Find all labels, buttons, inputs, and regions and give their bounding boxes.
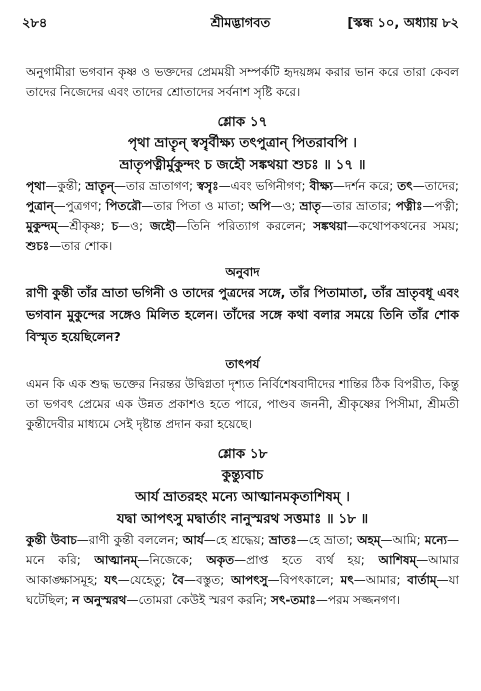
- running-header: [22, 14, 459, 34]
- synonym-word: আশিষম্: [378, 553, 417, 567]
- page-body: [26, 62, 459, 610]
- translation-text: রাণী কুন্তী তাঁর ভ্রাতা ভগিনী ও তাদের পুত্রদের সঙ্গে, তাঁর পিতামাতা, তাঁর ভ্রাতৃবধূ এবং ভগবান মুকুন্দের সঙ্গেও মিলিত হলেন। তাঁদের সঙ্গে কথা বলার সময়ে তিনি তাঁর শোক বিস্মৃত হয়েছিলেন?: [26, 285, 459, 344]
- synonym-meaning: আমি;: [392, 533, 425, 547]
- synonym-meaning: নিজেকে;: [149, 553, 207, 567]
- verse-18-line-2: যদ্বা আপৎসু মদ্বার্তাং নানুস্মরথ সত্তমাঃ ॥ ১৮ ॥: [116, 511, 369, 527]
- synonym-meaning: পরম সজ্জনগণ।: [327, 593, 401, 607]
- synonym-meaning: পুত্রগণ;: [65, 199, 106, 213]
- synonym-word: যৎ: [104, 573, 118, 587]
- verse-18-heading: শ্লোক ১৮: [217, 446, 268, 462]
- synonym-word: কুন্তী উবাচ: [26, 533, 77, 547]
- synonym-meaning: তার পিতা ও মাতা;: [153, 199, 249, 213]
- synonym-word: আত্মানম্: [94, 553, 138, 567]
- synonym-meaning: দর্শন করে;: [344, 179, 398, 193]
- synonym-word: মন্যে: [424, 533, 448, 547]
- synonym-word: বার্তাম্: [407, 573, 437, 587]
- synonym-word: ন অনুস্মরথ: [72, 593, 127, 607]
- synonym-word: ভ্রাতৃ: [299, 199, 321, 213]
- synonym-meaning: মনে করি;: [26, 553, 95, 567]
- synonym-meaning: তাদের;: [424, 179, 459, 193]
- synonym-word: পত্নীঃ: [395, 199, 423, 213]
- synonym-meaning: কথোপকথনের সময়;: [358, 219, 459, 233]
- synonym-meaning: তিনি পরিত্যাগ করলেন;: [187, 219, 314, 233]
- chapter-reference: [স্কন্ধ ১০, অধ্যায় ৮২: [347, 16, 459, 31]
- synonym-meaning: তার ভ্রাতাগণ;: [126, 179, 197, 193]
- synonym-meaning: যা ঘটেছিল;: [26, 573, 459, 607]
- synonym-word: আর্য: [182, 533, 204, 547]
- synonym-word: অপি: [248, 199, 271, 213]
- synonym-word: অকৃত: [206, 553, 235, 567]
- synonym-word: স্বসৄঃ: [197, 179, 219, 193]
- synonym-meaning: বস্তুত;: [195, 573, 232, 587]
- synonym-word: ভ্রাতৄন্: [85, 179, 114, 193]
- synonym-meaning: এবং ভগিনীগণ;: [230, 179, 310, 193]
- synonym-meaning: আমার আকাঙ্ক্ষাসমূহ;: [26, 553, 459, 587]
- verse-17-line-1: পৃথা ভ্রাতৄন্ স্বসৄর্বীক্ষ্য তৎপুত্রান্ পিতরাবপি ।: [128, 135, 357, 151]
- synonym-word: মুকুন্দম্: [26, 219, 58, 233]
- synonym-word: চ: [111, 219, 119, 233]
- synonym-word: অহম্: [357, 533, 381, 547]
- page-number: ২৮৪: [22, 16, 48, 31]
- synonym-word: পুত্রান্: [26, 199, 54, 213]
- synonym-meaning: আমার;: [365, 573, 408, 587]
- synonym-word: মৎ: [340, 573, 354, 587]
- synonym-word: আপৎসু: [231, 573, 268, 587]
- synonym-meaning: তার ভ্রাতার;: [332, 199, 396, 213]
- synonym-word: বীক্ষ্য: [309, 179, 333, 193]
- synonym-meaning: প্রাপ্ত হতে ব্যর্থ হয়;: [246, 553, 379, 567]
- synonym-word: তৎ: [397, 179, 413, 193]
- verse-17-synonyms: পৃথা—কুন্তী; ভ্রাতৄন্—তার ভ্রাতাগণ; স্বসৄঃ—এবং ভগিনীগণ; বীক্ষ্য—দর্শন করে; তৎ—তাদের; পুত্রান্—পুত্রগণ; পিতরৌ—তার পিতা ও মাতা; অপি—ও; ভ্রাতৃ—তার ভ্রাতার; পত্নীঃ—পত্নী; মুকুন্দম্—শ্রীকৃষ্ণ; চ—ও; জহৌ—তিনি পরিত্যাগ করলেন; সঙ্কথয়া—কথোপকথনের সময়; শুচঃ—তার শোক।: [26, 179, 459, 253]
- verse-18-speaker: কুন্ত্যুবাচ: [221, 467, 264, 483]
- purport-heading: তাৎপর্য: [225, 357, 260, 371]
- synonym-word: পিতরৌ: [105, 199, 142, 213]
- synonym-meaning: কুন্তী;: [57, 179, 86, 193]
- synonym-meaning: পত্নী;: [434, 199, 459, 213]
- synonym-word: জহৌ: [150, 219, 176, 233]
- synonym-word: সঙ্কথয়া: [313, 219, 347, 233]
- verse-18-line-1: আর্য ভ্রাতরহং মন্যে আত্মানমকৃতাশিষম্ ।: [135, 489, 350, 505]
- synonym-word: শুচঃ: [26, 239, 50, 253]
- synonym-meaning: হে ভ্রাতা;: [308, 533, 358, 547]
- verse-17-line-2: ভ্রাতৃপত্নীর্মুকুন্দং চ জহৌ সঙ্কথয়া শুচঃ ॥ ১৭ ॥: [119, 157, 366, 173]
- translation-heading: অনুবাদ: [225, 265, 260, 279]
- synonym-meaning: তোমরা কেউই স্মরণ করনি;: [138, 593, 272, 607]
- synonym-meaning: বিপৎকালে;: [279, 573, 341, 587]
- synonym-meaning: রাণী কুন্তী বললেন;: [88, 533, 183, 547]
- synonym-meaning: তার শোক।: [61, 239, 113, 253]
- synonym-meaning: ও;: [282, 199, 300, 213]
- synonym-word: পৃথা: [26, 179, 46, 193]
- book-title: শ্রীমদ্ভাগবত: [210, 16, 271, 31]
- purport-text: এমন কি এক শুদ্ধ ভক্তের নিরন্তর উদ্বিগ্নতা দৃশ্যত নির্বিশেষবাদীদের শান্তির ঠিক বিপরীত, কিন্তু তা ভগবৎ প্রেমের এক উন্নত প্রকাশও হতে পারে, পাণ্ডব জননী, শ্রীকৃষ্ণের পিসীমা, শ্রীমতী কুন্তীদেবীর মাধ্যমে সেই দৃষ্টান্ত প্রদান করা হয়েছে।: [26, 377, 459, 431]
- synonym-word: বৈ: [172, 573, 184, 587]
- synonym-meaning: যেহেতু;: [129, 573, 173, 587]
- synonym-word: সৎ-তমাঃ: [271, 593, 316, 607]
- verse-17-heading: শ্লোক ১৭: [217, 114, 268, 130]
- verse-18-synonyms: কুন্তী উবাচ—রাণী কুন্তী বললেন; আর্য—হে শ্রদ্ধেয়; ভ্রাতঃ—হে ভ্রাতা; অহম্—আমি; মন্যে—মনে করি; আত্মানম্—নিজেকে; অকৃত—প্রাপ্ত হতে ব্যর্থ হয়; আশিষম্—আমার আকাঙ্ক্ষাসমূহ; যৎ—যেহেতু; বৈ—বস্তুত; আপৎসু—বিপৎকালে; মৎ—আমার; বার্তাম্—যা ঘটেছিল; ন অনুস্মরথ—তোমরা কেউই স্মরণ করনি; সৎ-তমাঃ—পরম সজ্জনগণ।: [26, 533, 460, 607]
- synonym-word: ভ্রাতঃ: [268, 533, 297, 547]
- synonym-meaning: হে শ্রদ্ধেয়;: [215, 533, 269, 547]
- synonym-meaning: শ্রীকৃষ্ণ;: [69, 219, 112, 233]
- intro-paragraph: অনুগামীরা ভগবান কৃষ্ণ ও ভক্তদের প্রেমময়ী সম্পর্কটি হৃদয়ঙ্গম করার ভান করে তারা কেবল তাদের নিজেদের এবং তাদের শ্রোতাদের সর্বনাশ সৃষ্টি করে।: [26, 65, 459, 99]
- synonym-meaning: ও;: [130, 219, 150, 233]
